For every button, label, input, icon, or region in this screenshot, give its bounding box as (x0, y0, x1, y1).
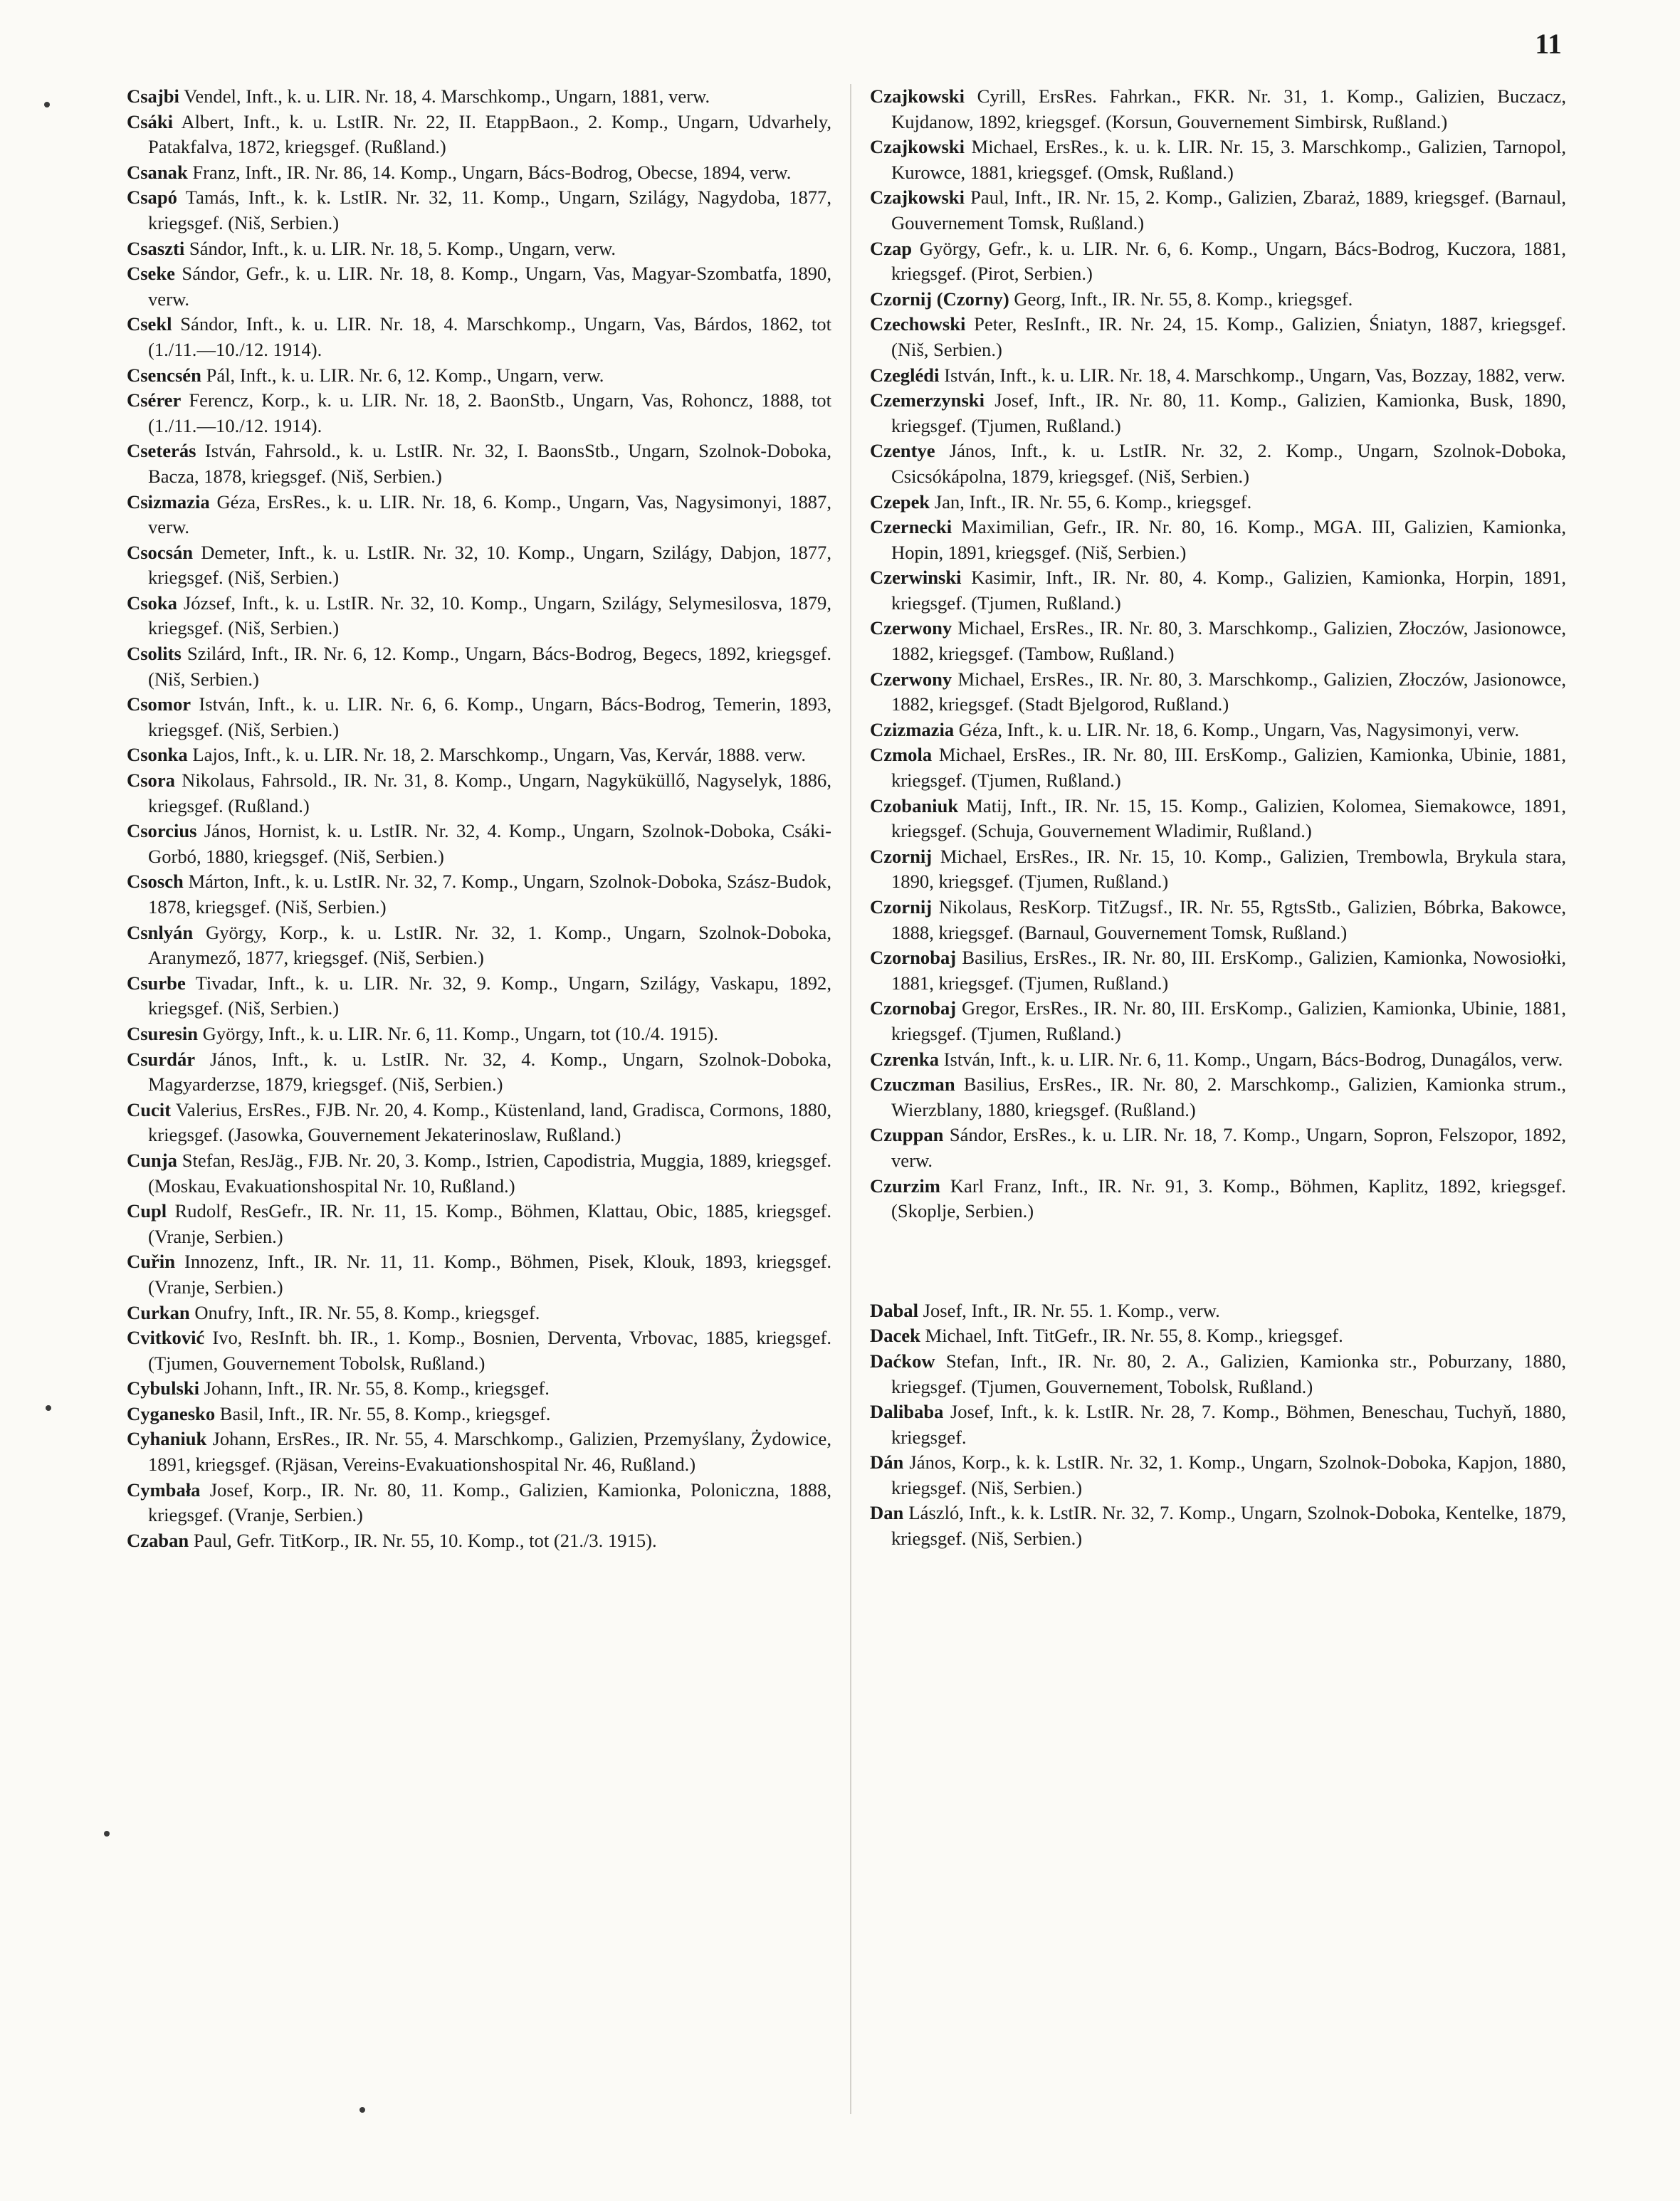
entry-details: Sándor, ErsRes., k. u. LIR. Nr. 18, 7. Komp., Ungarn, Sopron, Felszopor, 1892, verw. (891, 1124, 1566, 1171)
entry-details: Demeter, Inft., k. u. LstIR. Nr. 32, 10. Komp., Ungarn, Szilágy, Dabjon, 1877, kriegsgef. (Niš, Serbien.) (148, 541, 831, 589)
entry-details: Tamás, Inft., k. k. LstIR. Nr. 32, 11. Komp., Ungarn, Szilágy, Nagydoba, 1877, kriegsgef. (Niš, Serbien.) (148, 187, 832, 233)
entry-details: Josef, Korp., IR. Nr. 80, 11. Komp., Galizien, Kamionka, Poloniczna, 1888, kriegsgef. (Vranje, Serbien.) (148, 1478, 831, 1526)
entry-surname: Csizmazia (127, 490, 210, 513)
entry-details: Peter, ResInft., IR. Nr. 24, 15. Komp., Galizien, Śniatyn, 1887, kriegsgef. (Niš, Serbien.) (891, 313, 1566, 360)
register-entry (127, 1402, 831, 1427)
entry-details: Albert, Inft., k. u. LstIR. Nr. 22, II. EtappBaon., 2. Komp., Ungarn, Udvarhely, Patakfalva, 1872, kriegsgef. (Rußland.) (148, 110, 832, 158)
register-entry (870, 1174, 1566, 1224)
entry-surname: Czmola (870, 744, 933, 766)
entry-surname: Curkan (127, 1301, 190, 1323)
register-entry (870, 895, 1566, 945)
entry-surname: Cupl (127, 1200, 167, 1222)
entry-details: Kasimir, Inft., IR. Nr. 80, 4. Komp., Galizien, Kamionka, Horpin, 1891, kriegsgef. (Tjumen, Rußland.) (891, 567, 1566, 614)
entry-details: István, Inft., k. u. LIR. Nr. 6, 11. Komp., Ungarn, Bács-Bodrog, Dunagálos, verw. (943, 1048, 1563, 1070)
entry-details: Stefan, ResJäg., FJB. Nr. 20, 3. Komp., Istrien, Capodistria, Muggia, 1889, kriegsgef. (Moskau, Evakuationshospital Nr. 10, Rußland.) (148, 1149, 831, 1197)
register-entry (127, 388, 831, 438)
entry-surname: Csanak (127, 161, 188, 183)
entry-surname: Csosch (127, 871, 184, 893)
scan-speck (44, 102, 50, 107)
register-entry (127, 1427, 831, 1477)
entry-surname: Daćkow (870, 1350, 935, 1372)
entry-details: Basilius, ErsRes., IR. Nr. 80, III. ErsKomp., Galizien, Kamionka, Nowosiołki, 1881, kriegsgef. (Tjumen, Rußland.) (891, 947, 1566, 994)
entry-surname: Czornij (870, 896, 933, 918)
entry-surname: Csérer (127, 389, 182, 411)
entry-surname: Cymbała (127, 1478, 201, 1501)
register-entry (870, 945, 1566, 996)
entries-d-section (870, 1298, 1566, 1552)
register-entry (127, 1528, 831, 1554)
register-entry (870, 135, 1566, 185)
entry-details: Gregor, ErsRes., IR. Nr. 80, III. ErsKomp., Galizien, Kamionka, Ubinie, 1881, kriegsgef. (Tjumen, Rußland.) (891, 997, 1566, 1044)
register-entry (870, 363, 1566, 389)
entry-surname: Czeglédi (870, 364, 940, 386)
register-entry (870, 1123, 1566, 1173)
entry-surname: Cucit (127, 1098, 172, 1120)
entry-surname: Czajkowski (870, 187, 965, 209)
register-entry (870, 1399, 1566, 1450)
entry-surname: Czerwinski (870, 567, 962, 589)
register-entry (127, 1199, 831, 1249)
entry-details: Johann, ErsRes., IR. Nr. 55, 4. Marschkomp., Galizien, Przemyślany, Żydowice, 1891, kriegsgef. (Rjäsan, Vereins-Evakuationshospital Nr. 46, Rußland.) (148, 1428, 831, 1476)
entry-details: Matij, Inft., IR. Nr. 15, 15. Komp., Galizien, Kolomea, Siemakowce, 1891, kriegsgef. (Schuja, Gouvernement Wladimir, Rußland.) (891, 794, 1566, 842)
register-entry (870, 185, 1566, 236)
entry-surname: Csurdár (127, 1048, 196, 1070)
entry-surname: Czepek (870, 490, 930, 513)
entry-details: Michael, Inft. TitGefr., IR. Nr. 55, 8. Komp., kriegsgef. (925, 1325, 1343, 1347)
register-entry (127, 261, 831, 312)
entry-surname: Cseterás (127, 440, 196, 462)
register-entry (127, 641, 831, 692)
entry-surname: Csapó (127, 187, 177, 209)
entry-surname: Cybulski (127, 1377, 199, 1399)
entry-surname: Csekl (127, 313, 172, 335)
register-entry (870, 616, 1566, 666)
register-entry (127, 819, 831, 869)
entry-details: János, Korp., k. k. LstIR. Nr. 32, 1. Komp., Ungarn, Szolnok-Doboka, Kapjon, 1880, kriegsgef. (Niš, Serbien.) (891, 1451, 1566, 1498)
register-entry (870, 1072, 1566, 1123)
register-entry (127, 490, 831, 540)
entry-surname: Csuresin (127, 1022, 198, 1044)
entry-surname: Dan (870, 1502, 904, 1524)
entry-surname: Czornobaj (870, 947, 957, 969)
entry-surname: Csocsán (127, 541, 194, 563)
entry-details: Pál, Inft., k. u. LIR. Nr. 6, 12. Komp., Ungarn, verw. (206, 364, 604, 386)
register-entry (127, 1478, 831, 1528)
register-entry (870, 718, 1566, 743)
register-entry (127, 438, 831, 489)
entry-surname: Csorcius (127, 820, 197, 842)
entry-details: János, Inft., k. u. LstIR. Nr. 32, 2. Komp., Ungarn, Szolnok-Doboka, Csicsókápolna, 1879, kriegsgef. (Niš, Serbien.) (891, 440, 1566, 487)
register-entry (127, 742, 831, 768)
entry-details: Sándor, Inft., k. u. LIR. Nr. 18, 4. Marschkomp., Ungarn, Vas, Bárdos, 1862, tot (1./11.—10./12. 1914). (148, 313, 831, 360)
register-entry (870, 312, 1566, 362)
scan-speck (104, 1831, 110, 1837)
entry-details: Jan, Inft., IR. Nr. 55, 6. Komp., kriegsgef. (934, 490, 1252, 513)
entry-surname: Csonka (127, 744, 188, 766)
register-entry (127, 1148, 831, 1199)
entry-details: Onufry, Inft., IR. Nr. 55, 8. Komp., kriegsgef. (194, 1301, 540, 1323)
entry-surname: Dacek (870, 1325, 920, 1347)
register-entry (870, 1450, 1566, 1501)
register-entry (127, 185, 831, 236)
entry-details: Michael, ErsRes., IR. Nr. 80, III. ErsKomp., Galizien, Kamionka, Ubinie, 1881, kriegsgef. (Tjumen, Rußland.) (891, 744, 1566, 792)
entry-details: István, Fahrsold., k. u. LstIR. Nr. 32, I. BaonsStb., Ungarn, Szolnok-Doboka, Bacza, 1878, kriegsgef. (Niš, Serbien.) (148, 440, 831, 487)
entry-details: Paul, Inft., IR. Nr. 15, 2. Komp., Galizien, Zbaraż, 1889, kriegsgef. (Barnaul, Gouvernement Tomsk, Rußland.) (891, 187, 1566, 233)
register-entry (870, 388, 1566, 438)
entry-details: György, Inft., k. u. LIR. Nr. 6, 11. Komp., Ungarn, tot (10./4. 1915). (202, 1022, 719, 1044)
register-entry (870, 1349, 1566, 1399)
entry-details: László, Inft., k. k. LstIR. Nr. 32, 7. Komp., Ungarn, Szolnok-Doboka, Kentelke, 1879, kriegsgef. (Niš, Serbien.) (891, 1502, 1566, 1550)
entry-details: Nikolaus, ResKorp. TitZugsf., IR. Nr. 55, RgtsStb., Galizien, Bóbrka, Bakowce, 1888, kriegsgef. (Barnaul, Gouvernement Tomsk, Rußland.) (891, 896, 1566, 943)
entry-surname: Cyhaniuk (127, 1428, 207, 1450)
entry-surname: Csurbe (127, 972, 186, 994)
entry-details: János, Inft., k. u. LstIR. Nr. 32, 4. Komp., Ungarn, Szolnok-Doboka, Magyarderzse, 1879, kriegsgef. (Niš, Serbien.) (148, 1048, 831, 1096)
entry-details: Michael, ErsRes., IR. Nr. 15, 10. Komp., Galizien, Trembowla, Brykula stara, 1890, kriegsgef. (Tjumen, Rußland.) (891, 845, 1567, 893)
entry-details: Basilius, ErsRes., IR. Nr. 80, 2. Marschkomp., Galizien, Kamionka strum., Wierzblany, 1880, kriegsgef. (Rußland.) (891, 1073, 1566, 1120)
entry-details: Johann, Inft., IR. Nr. 55, 8. Komp., kriegsgef. (204, 1377, 550, 1399)
entry-details: Lajos, Inft., k. u. LIR. Nr. 18, 2. Marschkomp., Ungarn, Vas, Kervár, 1888. verw. (192, 744, 806, 766)
entry-surname: Czurzim (870, 1175, 940, 1197)
entry-details: Vendel, Inft., k. u. LIR. Nr. 18, 4. Marschkomp., Ungarn, 1881, verw. (184, 85, 710, 107)
entry-details: Josef, Inft., IR. Nr. 55. 1. Komp., verw. (923, 1299, 1220, 1321)
entry-surname: Csajbi (127, 85, 179, 107)
entry-details: Géza, ErsRes., k. u. LIR. Nr. 18, 6. Komp., Ungarn, Vas, Nagysimonyi, 1887, verw. (148, 490, 831, 538)
register-entry (127, 591, 831, 641)
register-entry (870, 1501, 1566, 1551)
entry-details: János, Hornist, k. u. LstIR. Nr. 32, 4. Komp., Ungarn, Szolnok-Doboka, Csáki-Gorbó, 1880, kriegsgef. (Niš, Serbien.) (148, 820, 831, 867)
register-entry (127, 540, 831, 591)
entry-surname: Czemerzynski (870, 389, 985, 411)
entry-surname: Czap (870, 237, 913, 259)
entry-details: Stefan, Inft., IR. Nr. 80, 2. A., Galizien, Kamionka str., Poburzany, 1880, kriegsgef. (Tjumen, Gouvernement, Tobolsk, Rußland.) (891, 1350, 1566, 1397)
register-entry (127, 236, 831, 262)
entry-surname: Cseke (127, 263, 175, 285)
entry-details: Sándor, Inft., k. u. LIR. Nr. 18, 5. Komp., Ungarn, verw. (189, 237, 616, 259)
register-entry (870, 996, 1566, 1046)
entry-surname: Csomor (127, 693, 191, 715)
entry-details: Michael, ErsRes., IR. Nr. 80, 3. Marschkomp., Galizien, Złoczów, Jasionowce, 1882, kriegsgef. (Stadt Bjelgorod, Rußland.) (891, 668, 1566, 715)
entry-details: Nikolaus, Fahrsold., IR. Nr. 31, 8. Komp., Ungarn, Nagyküküllő, Nagyselyk, 1886, kriegsgef. (Rußland.) (148, 769, 831, 816)
entry-details: Cyrill, ErsRes. Fahrkan., FKR. Nr. 31, 1. Komp., Galizien, Buczacz, Kujdanow, 1892, kriegsgef. (Korsun, Gouvernement Simbirsk, Rußland.) (891, 85, 1566, 132)
entry-surname: Czajkowski (870, 136, 965, 158)
entry-surname: Dán (870, 1451, 904, 1474)
register-entry (127, 160, 831, 186)
register-entry (870, 844, 1566, 895)
entry-details: Ferencz, Korp., k. u. LIR. Nr. 18, 2. BaonStb., Ungarn, Vas, Rohoncz, 1888, tot (1./11.—10./12. 1914). (148, 389, 831, 436)
register-entry (127, 110, 831, 160)
right-column (870, 84, 1566, 1552)
entry-details: István, Inft., k. u. LIR. Nr. 18, 4. Marschkomp., Ungarn, Vas, Bozzay, 1882, verw. (944, 364, 1565, 386)
entry-surname: Czajkowski (870, 85, 965, 107)
entry-surname: Czerwony (870, 617, 952, 639)
entry-surname: Csaszti (127, 237, 185, 259)
register-entry (870, 667, 1566, 718)
register-entry (870, 1298, 1566, 1324)
scan-speck (46, 1405, 51, 1411)
register-entry (870, 515, 1566, 565)
entry-details: Michael, ErsRes., k. u. k. LIR. Nr. 15, 3. Marschkomp., Galizien, Tarnopol, Kurowce, 1881, kriegsgef. (Omsk, Rußland.) (891, 136, 1566, 183)
register-entry (870, 742, 1566, 793)
entry-details: Szilárd, Inft., IR. Nr. 6, 12. Komp., Ungarn, Bács-Bodrog, Begecs, 1892, kriegsgef. (Niš, Serbien.) (148, 643, 831, 690)
entry-details: István, Inft., k. u. LIR. Nr. 6, 6. Komp., Ungarn, Bács-Bodrog, Temerin, 1893, kriegsgef. (Niš, Serbien.) (148, 693, 831, 740)
register-entry (127, 768, 831, 819)
register-entry (127, 1325, 831, 1376)
register-entry (127, 692, 831, 742)
entry-details: Tivadar, Inft., k. u. LIR. Nr. 32, 9. Komp., Ungarn, Szilágy, Vaskapu, 1892, kriegsgef. (Niš, Serbien.) (148, 972, 831, 1019)
entry-details: Géza, Inft., k. u. LIR. Nr. 18, 6. Komp., Ungarn, Vas, Nagysimonyi, verw. (958, 718, 1520, 740)
entry-details: Franz, Inft., IR. Nr. 86, 14. Komp., Ungarn, Bács-Bodrog, Obecse, 1894, verw. (192, 161, 792, 183)
entry-surname: Czaban (127, 1529, 189, 1551)
entry-details: Karl Franz, Inft., IR. Nr. 91, 3. Komp., Böhmen, Kaplitz, 1892, kriegsgef. (Skoplje, Serbien.) (891, 1175, 1566, 1222)
entry-details: Rudolf, ResGefr., IR. Nr. 11, 15. Komp., Böhmen, Klattau, Obic, 1885, kriegsgef. (Vranje, Serbien.) (148, 1200, 831, 1247)
entry-details: Valerius, ErsRes., FJB. Nr. 20, 4. Komp., Küstenland, land, Gradisca, Cormons, 1880, kriegsgef. (Jasowka, Gouvernement Jekaterinoslaw, Rußland.) (148, 1098, 831, 1146)
entry-surname: Czentye (870, 440, 935, 462)
register-entry (127, 1098, 831, 1148)
register-entry (127, 1047, 831, 1098)
register-entry (127, 1301, 831, 1326)
entry-details: Basil, Inft., IR. Nr. 55, 8. Komp., kriegsgef. (219, 1402, 551, 1424)
entry-surname: Czechowski (870, 313, 966, 335)
left-column (127, 84, 831, 1553)
entry-surname: Cyganesko (127, 1402, 216, 1424)
entry-surname: Czornij (Czorny) (870, 288, 1009, 310)
register-entry (870, 490, 1566, 515)
register-entry (127, 1021, 831, 1047)
section-gap (870, 1224, 1566, 1298)
entry-surname: Dabal (870, 1299, 918, 1321)
entry-details: Innozenz, Inft., IR. Nr. 11, 11. Komp., Böhmen, Pisek, Klouk, 1893, kriegsgef. (Vranje, Serbien.) (148, 1251, 832, 1298)
entry-surname: Czuppan (870, 1124, 944, 1146)
entry-details: Josef, Inft., k. k. LstIR. Nr. 28, 7. Komp., Böhmen, Beneschau, Tuchyň, 1880, kriegsgef. (891, 1401, 1566, 1448)
entry-surname: Czizmazia (870, 718, 955, 740)
register-entry (870, 84, 1566, 135)
entry-surname: Czuczman (870, 1073, 955, 1096)
entry-surname: Csoka (127, 592, 177, 614)
entry-surname: Czerwony (870, 668, 952, 690)
register-entry (127, 1249, 831, 1300)
register-entry (127, 363, 831, 389)
entry-surname: Csáki (127, 110, 174, 132)
register-entry (127, 971, 831, 1021)
entry-details: Márton, Inft., k. u. LstIR. Nr. 32, 7. Komp., Ungarn, Szolnok-Doboka, Szász-Budok, 1878, kriegsgef. (Niš, Serbien.) (148, 871, 831, 918)
entry-surname: Cuřin (127, 1251, 175, 1273)
register-entry (870, 1323, 1566, 1349)
entry-details: Josef, Inft., IR. Nr. 80, 11. Komp., Galizien, Kamionka, Busk, 1890, kriegsgef. (Tjumen, Rußland.) (891, 389, 1566, 436)
register-entry (127, 312, 831, 362)
entry-surname: Dalibaba (870, 1401, 944, 1423)
entry-surname: Czornobaj (870, 997, 957, 1019)
entry-surname: Czernecki (870, 516, 952, 538)
entry-details: György, Gefr., k. u. LIR. Nr. 6, 6. Komp., Ungarn, Bács-Bodrog, Kuczora, 1881, kriegsgef. (Pirot, Serbien.) (891, 237, 1566, 285)
entry-surname: Csencsén (127, 364, 201, 386)
register-entry (127, 1376, 831, 1402)
scan-speck (359, 2107, 365, 2113)
register-entry (127, 869, 831, 920)
entry-surname: Cunja (127, 1149, 177, 1171)
entry-details: Michael, ErsRes., IR. Nr. 80, 3. Marschkomp., Galizien, Złoczów, Jasionowce, 1882, kriegsgef. (Tambow, Rußland.) (891, 617, 1566, 665)
register-entry (127, 920, 831, 971)
entry-details: Georg, Inft., IR. Nr. 55, 8. Komp., kriegsgef. (1014, 288, 1353, 310)
entry-details: Maximilian, Gefr., IR. Nr. 80, 16. Komp., MGA. III, Galizien, Kamionka, Hopin, 1891, kriegsgef. (Niš, Serbien.) (891, 516, 1567, 563)
entry-details: Sándor, Gefr., k. u. LIR. Nr. 18, 8. Komp., Ungarn, Vas, Magyar-Szombatfa, 1890, verw. (148, 263, 831, 310)
register-entry (870, 287, 1566, 312)
register-entry (127, 84, 831, 110)
entry-surname: Czornij (870, 845, 933, 867)
entry-surname: Csnlyán (127, 921, 194, 943)
register-entry (870, 794, 1566, 844)
entry-surname: Czrenka (870, 1048, 940, 1070)
register-entry (870, 236, 1566, 287)
entry-details: Paul, Gefr. TitKorp., IR. Nr. 55, 10. Komp., tot (21./3. 1915). (193, 1529, 657, 1551)
entry-surname: Csolits (127, 643, 182, 665)
entry-surname: Csora (127, 769, 175, 792)
register-entry (870, 438, 1566, 489)
register-entry (870, 565, 1566, 616)
entry-details: Ivo, ResInft. bh. IR., 1. Komp., Bosnien, Derventa, Vrbovac, 1885, kriegsgef. (Tjumen, Gouvernement Tobolsk, Rußland.) (148, 1327, 831, 1374)
entry-details: József, Inft., k. u. LstIR. Nr. 32, 10. Komp., Ungarn, Szilágy, Selymesilosva, 1879, kriegsgef. (Niš, Serbien.) (148, 592, 831, 639)
column-divider (850, 84, 851, 2114)
entry-surname: Cvitković (127, 1327, 205, 1349)
entry-details: György, Korp., k. u. LstIR. Nr. 32, 1. Komp., Ungarn, Szolnok-Doboka, Aranymező, 1877, kriegsgef. (Niš, Serbien.) (148, 921, 831, 969)
register-entry (870, 1047, 1566, 1073)
page-number: 11 (1535, 28, 1562, 60)
entries-c-section (870, 84, 1566, 1224)
entry-surname: Czobaniuk (870, 794, 959, 816)
